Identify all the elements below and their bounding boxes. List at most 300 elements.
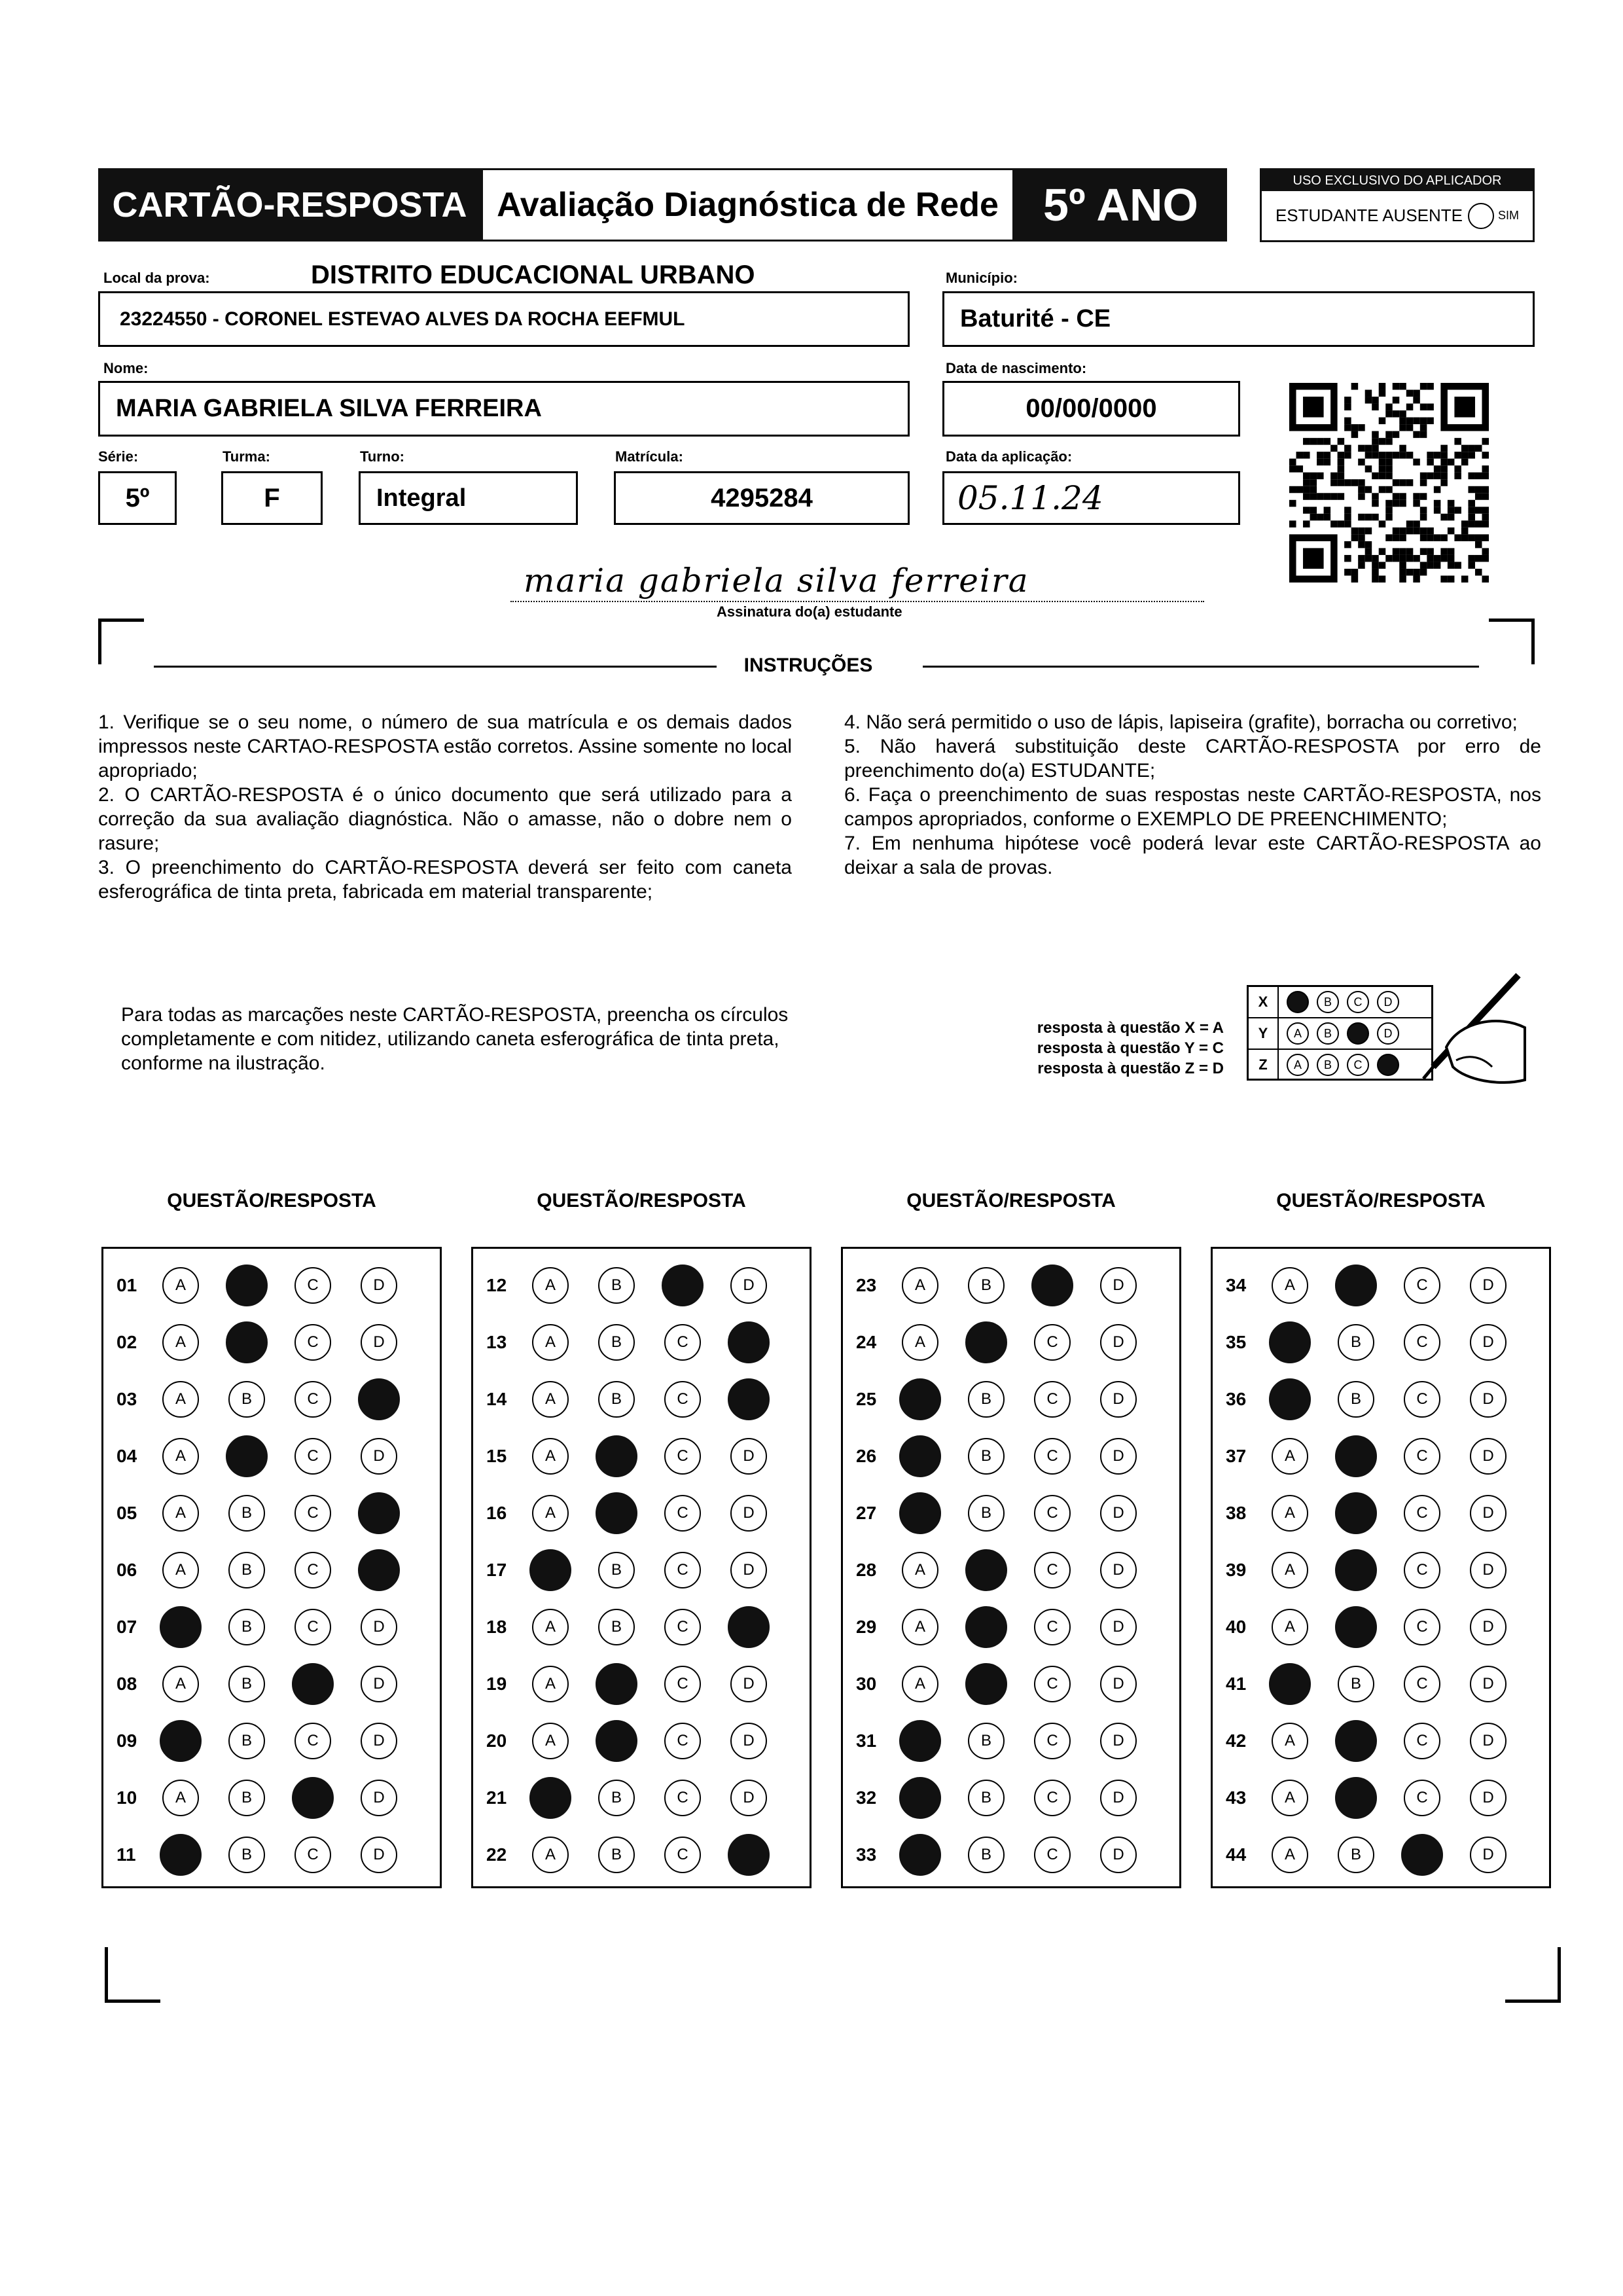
- corner-mark: [1505, 1947, 1561, 2003]
- answer-row: [473, 1712, 810, 1769]
- answer-bubble-b[interactable]: [596, 1720, 637, 1762]
- answer-bubble-c[interactable]: C: [664, 1837, 701, 1873]
- question-number: 40: [1226, 1616, 1247, 1637]
- question-number: 35: [1226, 1331, 1247, 1352]
- answer-bubble-a[interactable]: A: [1272, 1438, 1308, 1475]
- answer-row: [843, 1769, 1179, 1826]
- answer-bubble-d[interactable]: D: [1100, 1609, 1137, 1645]
- municipio-label: Município:: [946, 270, 1018, 286]
- column-title: QUESTÃO/RESPOSTA: [1276, 1190, 1486, 1211]
- answer-bubble-c[interactable]: C: [294, 1381, 331, 1418]
- matricula-label: Matrícula:: [615, 448, 683, 465]
- answer-row: [843, 1655, 1179, 1712]
- answer-bubble-c[interactable]: C: [294, 1495, 331, 1532]
- answer-bubble-a[interactable]: A: [1272, 1495, 1308, 1532]
- question-number: 36: [1226, 1388, 1247, 1409]
- answer-bubble-b[interactable]: [1335, 1549, 1377, 1591]
- answer-bubble-b[interactable]: [1335, 1606, 1377, 1648]
- example-row: [1249, 1018, 1431, 1050]
- corner-mark: [98, 619, 144, 664]
- answer-bubble-b[interactable]: B: [968, 1438, 1005, 1475]
- question-number: 25: [856, 1388, 877, 1409]
- answer-bubble-b[interactable]: B: [968, 1780, 1005, 1816]
- answer-bubble-a[interactable]: A: [162, 1495, 199, 1532]
- answer-bubble-c[interactable]: C: [664, 1438, 701, 1475]
- applicator-label: USO EXCLUSIVO DO APLICADOR: [1262, 170, 1533, 191]
- answer-bubble-a[interactable]: A: [902, 1666, 938, 1702]
- answer-bubble-d[interactable]: D: [730, 1438, 767, 1475]
- answer-bubble-d[interactable]: [728, 1378, 770, 1420]
- answer-row: [103, 1769, 440, 1826]
- answer-bubble-b[interactable]: B: [968, 1267, 1005, 1304]
- serie-field: 5º: [98, 471, 177, 525]
- answer-bubble-a[interactable]: A: [1272, 1780, 1308, 1816]
- answer-bubble-b[interactable]: B: [228, 1837, 265, 1873]
- answer-row: [103, 1257, 440, 1314]
- answer-bubble-d[interactable]: D: [1470, 1837, 1507, 1873]
- answer-bubble-c[interactable]: C: [664, 1609, 701, 1645]
- answer-bubble-a[interactable]: A: [532, 1267, 569, 1304]
- question-number: 10: [116, 1787, 137, 1808]
- answer-column: [471, 1247, 812, 1888]
- question-number: 09: [116, 1730, 137, 1751]
- answer-bubble-b[interactable]: B: [228, 1381, 265, 1418]
- answer-bubble-b[interactable]: B: [968, 1837, 1005, 1873]
- answer-bubble-c[interactable]: C: [294, 1723, 331, 1759]
- answer-bubble-c[interactable]: C: [664, 1495, 701, 1532]
- answer-bubble-c[interactable]: C: [294, 1552, 331, 1588]
- answer-bubble-a[interactable]: [899, 1777, 941, 1819]
- aplicacao-field[interactable]: 05.11.24: [942, 471, 1240, 525]
- answer-bubble-a[interactable]: A: [162, 1324, 199, 1361]
- answer-bubble-c[interactable]: C: [1034, 1438, 1071, 1475]
- turma-label: Turma:: [223, 448, 270, 465]
- qr-code: [1289, 383, 1489, 583]
- question-number: 08: [116, 1673, 137, 1694]
- answer-row: [103, 1655, 440, 1712]
- answer-bubble-c[interactable]: [1031, 1265, 1073, 1306]
- applicator-box: [1260, 168, 1535, 242]
- answer-row: [1213, 1598, 1549, 1655]
- question-number: 19: [486, 1673, 507, 1694]
- nascimento-label: Data de nascimento:: [946, 360, 1087, 376]
- answer-bubble-d[interactable]: D: [730, 1495, 767, 1532]
- evaluation-title: Avaliação Diagnóstica de Rede: [481, 168, 1014, 242]
- answer-row: [103, 1598, 440, 1655]
- question-number: 33: [856, 1844, 877, 1865]
- grade-title: 5º ANO: [1014, 168, 1227, 242]
- answer-row: [843, 1541, 1179, 1598]
- question-number: 14: [486, 1388, 507, 1409]
- answer-bubble-b[interactable]: [965, 1549, 1007, 1591]
- answer-row: [473, 1314, 810, 1371]
- answer-bubble-c[interactable]: C: [1034, 1552, 1071, 1588]
- answer-bubble-a[interactable]: A: [162, 1780, 199, 1816]
- instructions-title: INSTRUÇÕES: [743, 655, 873, 676]
- answer-bubble-c[interactable]: C: [1034, 1837, 1071, 1873]
- divider: [923, 666, 1479, 668]
- answer-bubble-b[interactable]: B: [1338, 1324, 1374, 1361]
- answer-bubble-b[interactable]: B: [1338, 1381, 1374, 1418]
- answer-bubble-c[interactable]: C: [1404, 1438, 1440, 1475]
- municipio-field: Baturité - CE: [942, 291, 1535, 347]
- example-bubble: [1287, 991, 1309, 1013]
- answer-bubble-c[interactable]: C: [664, 1552, 701, 1588]
- divider: [154, 666, 717, 668]
- absent-label: ESTUDANTE AUSENTE: [1275, 206, 1463, 225]
- answer-bubble-d[interactable]: D: [361, 1609, 397, 1645]
- answer-bubble-b[interactable]: [965, 1663, 1007, 1705]
- answer-bubble-c[interactable]: C: [1404, 1552, 1440, 1588]
- example-table: [1247, 985, 1433, 1081]
- answer-bubble-d[interactable]: D: [1470, 1324, 1507, 1361]
- answer-bubble-a[interactable]: A: [162, 1666, 199, 1702]
- answer-row: [473, 1769, 810, 1826]
- answer-bubble-c[interactable]: C: [664, 1666, 701, 1702]
- example-bubble: D: [1377, 991, 1399, 1013]
- matricula-field: 4295284: [614, 471, 910, 525]
- answer-row: [1213, 1769, 1549, 1826]
- answer-row: [1213, 1541, 1549, 1598]
- answer-bubble-a[interactable]: [899, 1720, 941, 1762]
- answer-bubble-d[interactable]: [728, 1321, 770, 1363]
- answer-bubble-c[interactable]: C: [1034, 1723, 1071, 1759]
- answer-bubble-a[interactable]: [899, 1435, 941, 1477]
- answer-row: [1213, 1484, 1549, 1541]
- answer-bubble-d[interactable]: D: [1100, 1723, 1137, 1759]
- turno-label: Turno:: [360, 448, 405, 465]
- answer-bubble-c[interactable]: [1401, 1834, 1443, 1876]
- answer-bubble-c[interactable]: C: [664, 1324, 701, 1361]
- answer-bubble-b[interactable]: [965, 1606, 1007, 1648]
- nome-field: MARIA GABRIELA SILVA FERREIRA: [98, 381, 910, 437]
- answer-bubble-a[interactable]: A: [532, 1324, 569, 1361]
- answer-bubble-d[interactable]: D: [1100, 1381, 1137, 1418]
- answer-bubble-a[interactable]: [160, 1834, 202, 1876]
- answer-bubble-d[interactable]: D: [1100, 1666, 1137, 1702]
- turma-field: F: [221, 471, 323, 525]
- answer-row: [473, 1427, 810, 1484]
- answer-row: [843, 1314, 1179, 1371]
- answer-bubble-c[interactable]: C: [1404, 1495, 1440, 1532]
- question-number: 02: [116, 1331, 137, 1352]
- answer-bubble-d[interactable]: D: [1470, 1666, 1507, 1702]
- answer-bubble-d[interactable]: D: [1100, 1837, 1137, 1873]
- answer-bubble-a[interactable]: A: [902, 1267, 938, 1304]
- answer-bubble-a[interactable]: A: [902, 1609, 938, 1645]
- corner-mark: [1489, 619, 1535, 664]
- answer-row: [473, 1484, 810, 1541]
- answer-bubble-b[interactable]: [1335, 1265, 1377, 1306]
- answer-bubble-d[interactable]: D: [361, 1324, 397, 1361]
- answer-bubble-d[interactable]: D: [730, 1666, 767, 1702]
- example-row: [1249, 987, 1431, 1018]
- answer-bubble-a[interactable]: A: [1272, 1552, 1308, 1588]
- answer-bubble-c[interactable]: C: [664, 1780, 701, 1816]
- answer-bubble-b[interactable]: [1335, 1435, 1377, 1477]
- answer-bubble-c[interactable]: C: [664, 1723, 701, 1759]
- answer-bubble-b[interactable]: B: [228, 1780, 265, 1816]
- answer-row: [473, 1655, 810, 1712]
- answer-bubble-a[interactable]: A: [162, 1438, 199, 1475]
- answer-column: [1211, 1247, 1551, 1888]
- answer-bubble-d[interactable]: D: [730, 1552, 767, 1588]
- answer-row: [843, 1427, 1179, 1484]
- answer-bubble-b[interactable]: [1335, 1777, 1377, 1819]
- answer-bubble-a[interactable]: [160, 1606, 202, 1648]
- answer-row: [843, 1598, 1179, 1655]
- answer-bubble-d[interactable]: D: [361, 1723, 397, 1759]
- question-number: 29: [856, 1616, 877, 1637]
- example-bubble: B: [1317, 991, 1339, 1013]
- answer-bubble-a[interactable]: A: [1272, 1609, 1308, 1645]
- answer-bubble-c[interactable]: C: [1034, 1324, 1071, 1361]
- local-label: Local da prova:: [103, 270, 210, 286]
- answer-bubble-c[interactable]: C: [1404, 1267, 1440, 1304]
- answer-bubble-b[interactable]: B: [1338, 1666, 1374, 1702]
- question-number: 34: [1226, 1274, 1247, 1295]
- answer-bubble-b[interactable]: B: [598, 1609, 635, 1645]
- answer-bubble-b[interactable]: B: [228, 1552, 265, 1588]
- answer-bubble-c[interactable]: C: [294, 1267, 331, 1304]
- example-bubble: [1377, 1054, 1399, 1076]
- answer-row: [1213, 1427, 1549, 1484]
- answer-bubble-d[interactable]: D: [1470, 1552, 1507, 1588]
- answer-bubble-c[interactable]: C: [1034, 1495, 1071, 1532]
- answer-bubble-c[interactable]: C: [664, 1381, 701, 1418]
- signature-line: [510, 562, 1204, 602]
- answer-row: [843, 1484, 1179, 1541]
- question-number: 39: [1226, 1559, 1247, 1580]
- question-number: 07: [116, 1616, 137, 1637]
- answer-bubble-a[interactable]: [899, 1492, 941, 1534]
- question-number: 44: [1226, 1844, 1247, 1865]
- answer-bubble-d[interactable]: D: [730, 1267, 767, 1304]
- answer-bubble-b[interactable]: [226, 1265, 268, 1306]
- answer-bubble-d[interactable]: D: [1470, 1495, 1507, 1532]
- answer-bubble-c[interactable]: [292, 1663, 334, 1705]
- answer-bubble-a[interactable]: A: [162, 1381, 199, 1418]
- answer-bubble-d[interactable]: D: [1100, 1780, 1137, 1816]
- answer-bubble-a[interactable]: A: [1272, 1723, 1308, 1759]
- answer-bubble-c[interactable]: C: [1404, 1666, 1440, 1702]
- answer-bubble-d[interactable]: D: [1470, 1267, 1507, 1304]
- answer-bubble-b[interactable]: [596, 1492, 637, 1534]
- answer-bubble-a[interactable]: A: [532, 1723, 569, 1759]
- answer-bubble-a[interactable]: A: [162, 1552, 199, 1588]
- answer-bubble-a[interactable]: A: [532, 1837, 569, 1873]
- column-title: QUESTÃO/RESPOSTA: [537, 1190, 746, 1211]
- answer-bubble-a[interactable]: A: [532, 1666, 569, 1702]
- local-title: DISTRITO EDUCACIONAL URBANO: [311, 260, 755, 289]
- question-number: 21: [486, 1787, 507, 1808]
- answer-bubble-c[interactable]: C: [1034, 1381, 1071, 1418]
- aplicacao-label: Data da aplicação:: [946, 448, 1073, 465]
- example-bubble: B: [1317, 1054, 1339, 1076]
- example-bubble: B: [1317, 1022, 1339, 1045]
- answer-row: [103, 1541, 440, 1598]
- answer-bubble-b[interactable]: B: [968, 1723, 1005, 1759]
- answer-bubble-d[interactable]: D: [1470, 1381, 1507, 1418]
- corner-mark: [105, 1947, 160, 2003]
- column-title: QUESTÃO/RESPOSTA: [906, 1190, 1116, 1211]
- answer-bubble-d[interactable]: D: [1470, 1780, 1507, 1816]
- answer-row: [1213, 1712, 1549, 1769]
- answer-bubble-d[interactable]: D: [361, 1837, 397, 1873]
- answer-bubble-d[interactable]: D: [1470, 1723, 1507, 1759]
- answer-bubble-d[interactable]: [358, 1549, 400, 1591]
- answer-bubble-d[interactable]: D: [1100, 1267, 1137, 1304]
- answer-row: [103, 1712, 440, 1769]
- answer-bubble-d[interactable]: D: [361, 1438, 397, 1475]
- answer-bubble-a[interactable]: [1269, 1663, 1311, 1705]
- answer-bubble-b[interactable]: B: [228, 1495, 265, 1532]
- answer-bubble-c[interactable]: C: [1034, 1780, 1071, 1816]
- answer-bubble-c[interactable]: [662, 1265, 704, 1306]
- answer-bubble-a[interactable]: [529, 1549, 571, 1591]
- answer-row: [1213, 1371, 1549, 1427]
- answer-bubble-a[interactable]: A: [532, 1609, 569, 1645]
- question-number: 20: [486, 1730, 507, 1751]
- answer-bubble-b[interactable]: B: [968, 1381, 1005, 1418]
- question-number: 31: [856, 1730, 877, 1751]
- question-number: 05: [116, 1502, 137, 1523]
- example-row-label: X: [1249, 987, 1279, 1017]
- instructions-right: 4. Não será permitido o uso de lápis, lapiseira (grafite), borracha ou corretivo; 5. Não haverá substituição deste CARTÃO-RESPOSTA por erro de preenchimento do(a) ESTUDANTE; 6. Faça o preenchimento de suas respostas neste CARTÃO-RESPOSTA, nos campos apropriados, conforme o EXEMPLO DE PREENCHIMENTO; 7. Em nenhuma hipótese você poderá levar este CARTÃO-RESPOSTA ao deixar a sala de provas.: [844, 711, 1541, 878]
- answer-bubble-d[interactable]: D: [1100, 1324, 1137, 1361]
- answer-bubble-c[interactable]: C: [294, 1324, 331, 1361]
- answer-bubble-a[interactable]: A: [162, 1267, 199, 1304]
- answer-bubble-a[interactable]: [529, 1777, 571, 1819]
- signature: maria gabriela silva ferreira: [524, 562, 1029, 600]
- answer-bubble-a[interactable]: A: [532, 1381, 569, 1418]
- answer-row: [473, 1598, 810, 1655]
- answer-bubble-a[interactable]: A: [1272, 1267, 1308, 1304]
- answer-bubble-b[interactable]: B: [228, 1609, 265, 1645]
- answer-bubble-b[interactable]: [596, 1435, 637, 1477]
- question-number: 12: [486, 1274, 507, 1295]
- answer-bubble-c[interactable]: C: [1404, 1780, 1440, 1816]
- answer-bubble-b[interactable]: [965, 1321, 1007, 1363]
- question-number: 22: [486, 1844, 507, 1865]
- answer-bubble-d[interactable]: [358, 1378, 400, 1420]
- answer-row: [843, 1712, 1179, 1769]
- answer-bubble-a[interactable]: A: [902, 1552, 938, 1588]
- answer-bubble-d[interactable]: D: [1100, 1438, 1137, 1475]
- answer-bubble-b[interactable]: B: [228, 1666, 265, 1702]
- answer-bubble-a[interactable]: [1269, 1378, 1311, 1420]
- answer-row: [103, 1484, 440, 1541]
- example-row-label: Y: [1249, 1018, 1279, 1049]
- question-number: 26: [856, 1445, 877, 1466]
- answer-bubble-d[interactable]: [358, 1492, 400, 1534]
- answer-bubble-b[interactable]: B: [968, 1495, 1005, 1532]
- answer-bubble-d[interactable]: D: [1470, 1438, 1507, 1475]
- answer-bubble-b[interactable]: B: [598, 1837, 635, 1873]
- answer-bubble-d[interactable]: D: [361, 1267, 397, 1304]
- answer-row: [473, 1371, 810, 1427]
- answer-bubble-a[interactable]: A: [532, 1495, 569, 1532]
- nome-label: Nome:: [103, 360, 149, 376]
- answer-bubble-c[interactable]: C: [294, 1837, 331, 1873]
- answer-bubble-a[interactable]: [1269, 1321, 1311, 1363]
- answer-bubble-c[interactable]: [292, 1777, 334, 1819]
- absent-checkbox[interactable]: [1468, 203, 1494, 229]
- answer-row: [1213, 1655, 1549, 1712]
- answer-row: [1213, 1826, 1549, 1883]
- answer-bubble-d[interactable]: [728, 1606, 770, 1648]
- answer-bubble-d[interactable]: D: [1100, 1552, 1137, 1588]
- answer-bubble-b[interactable]: [226, 1321, 268, 1363]
- answer-bubble-b[interactable]: B: [598, 1552, 635, 1588]
- answer-bubble-d[interactable]: D: [730, 1780, 767, 1816]
- school-field: 23224550 - CORONEL ESTEVAO ALVES DA ROCHA EEFMUL: [98, 291, 910, 347]
- answer-bubble-b[interactable]: B: [598, 1381, 635, 1418]
- example-legend: resposta à questão X = A resposta à questão Y = C resposta à questão Z = D: [1037, 1019, 1224, 1077]
- fill-note: Para todas as marcações neste CARTÃO-RESPOSTA, preencha os círculos completamente e com nitidez, utilizando caneta esferográfica de tinta preta, conforme na ilustração.: [121, 1004, 789, 1074]
- answer-row: [843, 1257, 1179, 1314]
- answer-bubble-d[interactable]: D: [361, 1780, 397, 1816]
- answer-bubble-b[interactable]: [596, 1663, 637, 1705]
- signature-label: Assinatura do(a) estudante: [717, 603, 902, 620]
- question-number: 30: [856, 1673, 877, 1694]
- answer-bubble-b[interactable]: [226, 1435, 268, 1477]
- question-number: 42: [1226, 1730, 1247, 1751]
- answer-bubble-b[interactable]: [1335, 1492, 1377, 1534]
- answer-row: [473, 1541, 810, 1598]
- answer-bubble-d[interactable]: [728, 1834, 770, 1876]
- answer-bubble-a[interactable]: A: [1272, 1837, 1308, 1873]
- answer-bubble-b[interactable]: B: [228, 1723, 265, 1759]
- answer-bubble-b[interactable]: B: [598, 1780, 635, 1816]
- question-number: 18: [486, 1616, 507, 1637]
- answer-row: [473, 1257, 810, 1314]
- answer-bubble-c[interactable]: C: [1404, 1324, 1440, 1361]
- answer-bubble-c[interactable]: C: [1034, 1609, 1071, 1645]
- question-number: 11: [116, 1844, 136, 1865]
- question-number: 06: [116, 1559, 137, 1580]
- answer-bubble-b[interactable]: B: [598, 1324, 635, 1361]
- answer-bubble-a[interactable]: A: [532, 1438, 569, 1475]
- answer-bubble-a[interactable]: [899, 1834, 941, 1876]
- answer-bubble-b[interactable]: B: [1338, 1837, 1374, 1873]
- answer-bubble-c[interactable]: C: [294, 1609, 331, 1645]
- answer-bubble-a[interactable]: [160, 1720, 202, 1762]
- answer-row: [843, 1826, 1179, 1883]
- answer-bubble-c[interactable]: C: [1404, 1381, 1440, 1418]
- question-number: 41: [1226, 1673, 1247, 1694]
- answer-bubble-d[interactable]: D: [730, 1723, 767, 1759]
- question-number: 43: [1226, 1787, 1247, 1808]
- answer-bubble-d[interactable]: D: [1100, 1495, 1137, 1532]
- answer-bubble-a[interactable]: A: [902, 1324, 938, 1361]
- answer-column: [841, 1247, 1181, 1888]
- answer-bubble-c[interactable]: C: [294, 1438, 331, 1475]
- answer-bubble-b[interactable]: [1335, 1720, 1377, 1762]
- answer-bubble-a[interactable]: [899, 1378, 941, 1420]
- answer-bubble-c[interactable]: C: [1404, 1609, 1440, 1645]
- example-bubble: D: [1377, 1022, 1399, 1045]
- answer-bubble-c[interactable]: C: [1404, 1723, 1440, 1759]
- answer-bubble-b[interactable]: B: [598, 1267, 635, 1304]
- answer-bubble-d[interactable]: D: [361, 1666, 397, 1702]
- answer-row: [103, 1371, 440, 1427]
- answer-bubble-d[interactable]: D: [1470, 1609, 1507, 1645]
- absent-option: SIM: [1498, 209, 1520, 222]
- answer-row: [843, 1371, 1179, 1427]
- answer-row: [103, 1427, 440, 1484]
- answer-bubble-c[interactable]: C: [1034, 1666, 1071, 1702]
